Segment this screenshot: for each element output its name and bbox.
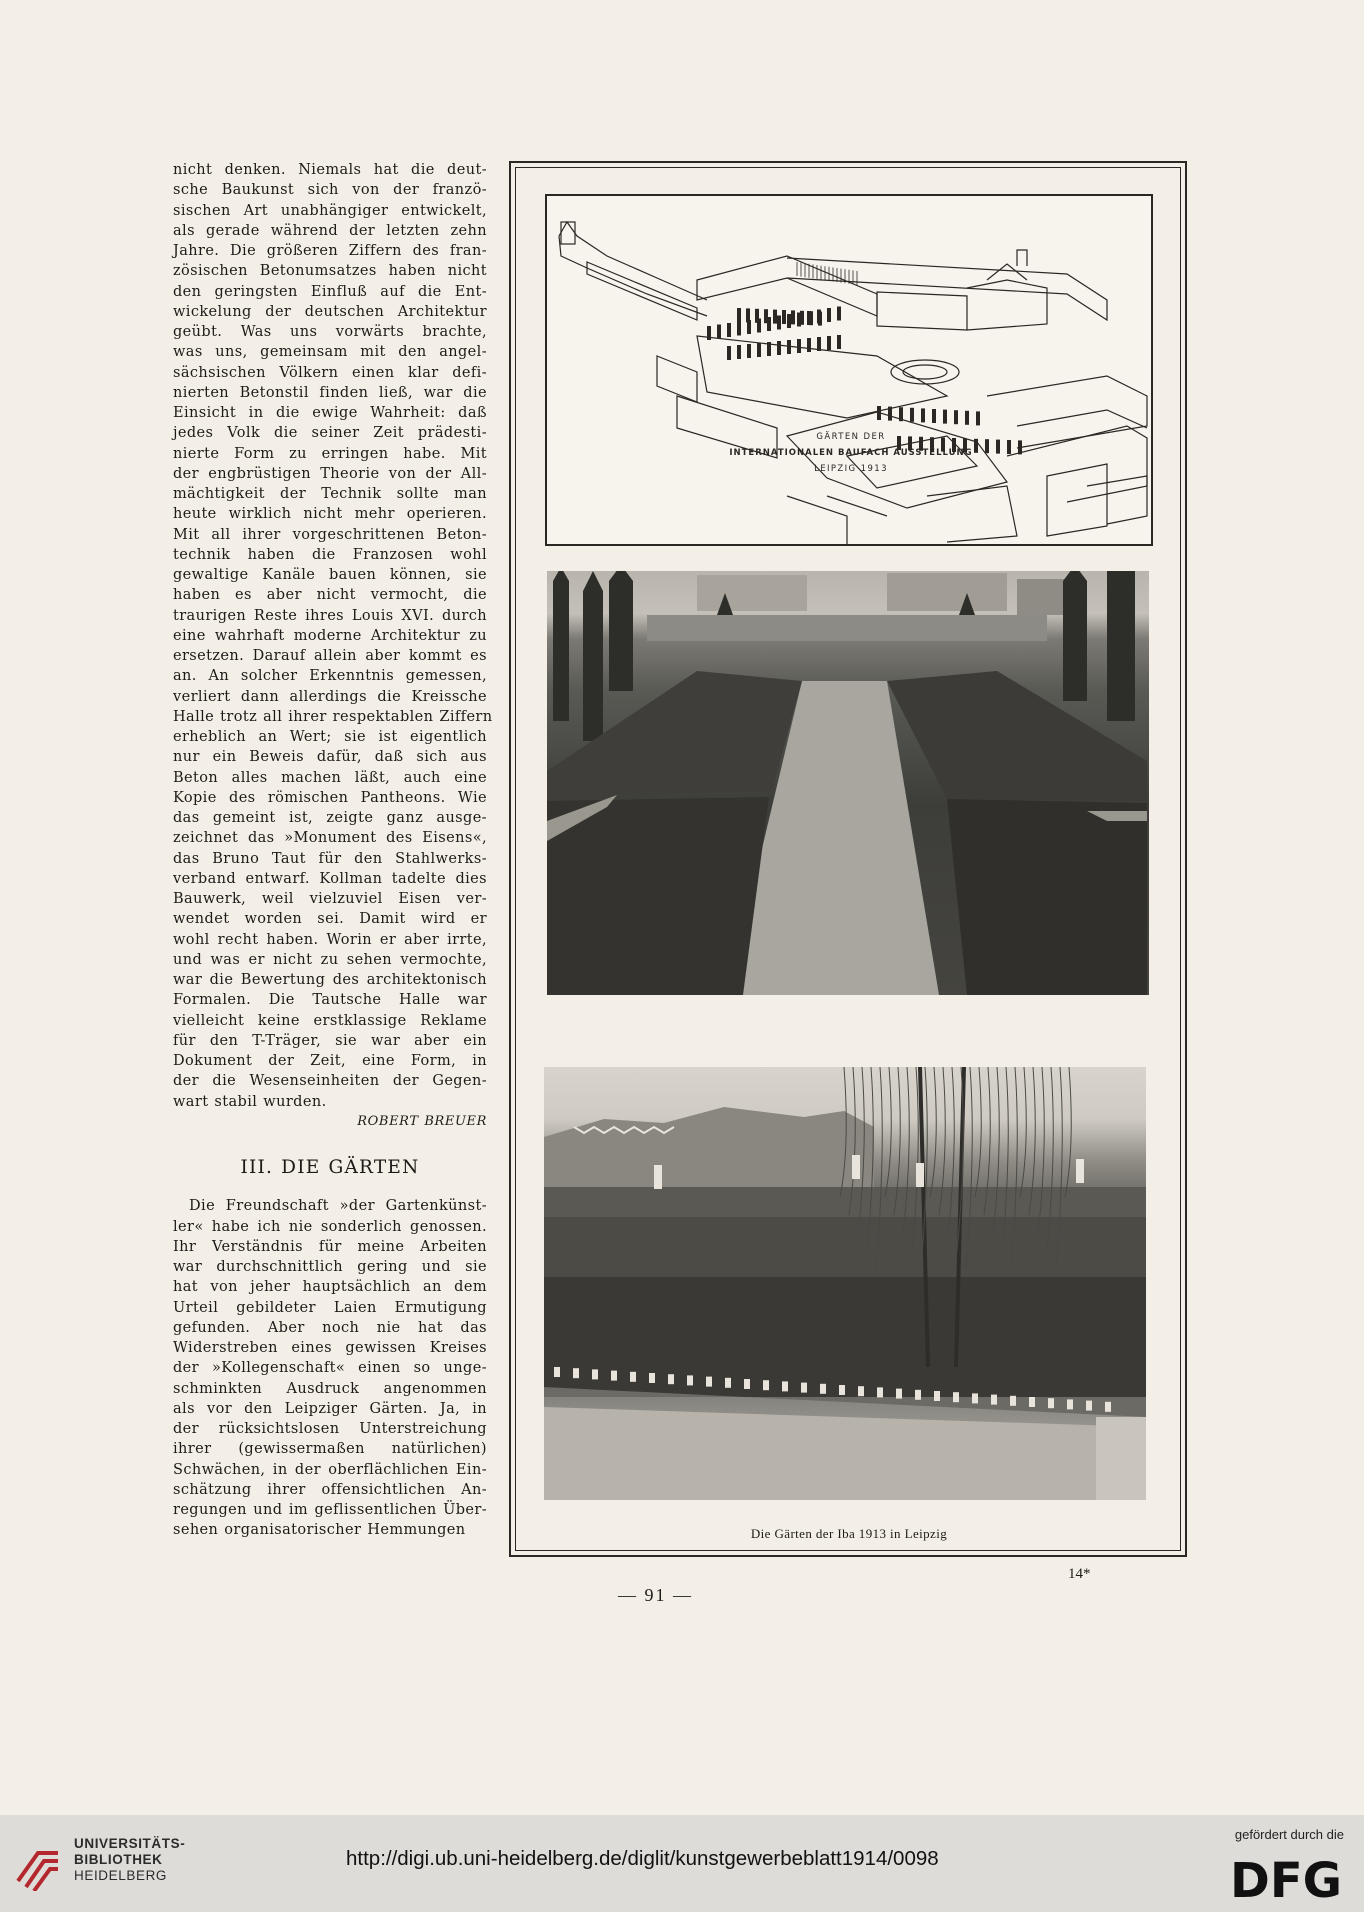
library-name-line2: BIBLIOTHEK: [74, 1852, 163, 1867]
text-line: war durchschnittlich gering und sie: [173, 1259, 487, 1275]
figure-caption: Die Gärten der Iba 1913 in Leipzig: [750, 1526, 948, 1541]
library-name-line1: UNIVERSITÄTS-: [74, 1836, 186, 1851]
text-line: an. An solcher Erkenntnis gemessen,: [173, 668, 487, 685]
garden-photo-path: [547, 571, 1149, 995]
text-line: der engbrüstigen Theorie von der All-: [173, 465, 487, 482]
text-line: regungen und im geflissentlichen Über-: [173, 1502, 487, 1518]
text-line: geübt. Was uns vorwärts brachte,: [173, 324, 487, 340]
text-line: der die Wesenseinheiten der Gegen-: [173, 1073, 487, 1090]
footer-bar: [0, 1815, 1364, 1912]
text-line: ihrer (gewissermaßen natürlichen): [173, 1441, 487, 1458]
text-line: das gemeint ist, zeigte ganz ausge-: [173, 810, 487, 826]
plan-sketch: [547, 196, 1151, 544]
library-name-line3: HEIDELBERG: [74, 1868, 168, 1883]
text-line: Die Freundschaft »der Gartenkünst-: [189, 1198, 487, 1215]
text-line: technik haben die Franzosen wohl: [173, 546, 487, 563]
text-line: wendet worden sei. Damit wird er: [173, 911, 487, 928]
text-line: zeichnet das »Monument des Eisens«,: [173, 830, 487, 847]
section-heading: III. DIE GÄRTEN: [240, 1157, 420, 1178]
text-line: nierten Betonstil finden ließ, war die: [173, 384, 487, 401]
text-line: zösischen Betonumsatzes haben nicht: [173, 263, 487, 280]
text-line: nierte Form zu erringen habe. Mit: [173, 445, 487, 462]
text-line: wickelung der deutschen Architektur: [173, 303, 487, 320]
text-line: nicht denken. Niemals hat die deut-: [173, 162, 487, 178]
text-line: wart stabil wurden.: [173, 1093, 327, 1110]
permalink-url[interactable]: http://digi.ub.uni-heidelberg.de/diglit/kunstgewerbeblatt1914/0098: [346, 1847, 939, 1870]
article-text-column: [173, 160, 493, 1541]
library-name: [74, 1836, 185, 1884]
text-line: Beton alles machen läßt, auch eine: [173, 769, 487, 786]
author-signature: ROBERT BREUER: [357, 1113, 487, 1129]
text-line: Jahre. Die größeren Ziffern des fran-: [173, 243, 487, 259]
text-line: ler« habe ich nie sonderlich genossen.: [173, 1218, 487, 1235]
text-line: ersetzen. Darauf allein aber kommt es: [173, 648, 487, 664]
exhibition-plan-drawing: [545, 194, 1153, 546]
text-line: vielleicht keine erstklassige Reklame: [173, 1012, 487, 1029]
text-line: wohl recht haben. Worin er aber irrte,: [173, 931, 487, 948]
university-library-logo: [14, 1831, 62, 1891]
funding-note: gefördert durch die: [1234, 1827, 1344, 1842]
plan-caption-exhibition: INTERNATIONALEN BAUFACH AUSSTELLUNG: [729, 448, 973, 458]
page-number: — 91 —: [618, 1585, 693, 1605]
text-line: Bauwerk, weil vielzuviel Eisen ver-: [173, 891, 487, 907]
text-line: sehen organisatorischer Hemmungen: [173, 1522, 466, 1539]
text-line: schminkten Ausdruck angenommen: [173, 1380, 487, 1397]
text-line: nur ein Beweis dafür, daß sich aus: [173, 749, 487, 766]
text-line: traurigen Reste ihres Louis XVI. durch: [173, 607, 487, 624]
text-line: heute wirklich nicht mehr operieren.: [173, 506, 487, 523]
article-part1: [173, 160, 493, 1112]
text-line: haben es aber nicht vermocht, die: [173, 587, 487, 604]
text-line: der »Kollegenschaft« einen so unge-: [173, 1360, 487, 1377]
text-line: der rücksichtslosen Unterstreichung: [173, 1421, 487, 1437]
text-line: sächsischen Völkern einen klar defi-: [173, 364, 487, 381]
text-line: erheblich an Wert; sie ist eigentlich: [173, 729, 487, 745]
text-line: verliert dann allerdings die Kreissche: [173, 688, 487, 705]
text-line: Einsicht in die ewige Wahrheit: daß: [173, 405, 487, 421]
text-line: mächtigkeit der Technik sollte man: [173, 486, 487, 502]
signature-mark: 14*: [1068, 1566, 1091, 1582]
dfg-logo: [1226, 1855, 1342, 1901]
text-line: für den T-Träger, sie war aber ein: [173, 1032, 487, 1049]
text-line: Mit all ihrer vorgeschrittenen Beton-: [173, 526, 487, 543]
garden-photo-beds: [544, 1067, 1146, 1500]
text-line: gefunden. Aber noch nie hat das: [173, 1319, 487, 1336]
text-line: als vor den Leipziger Gärten. Ja, in: [173, 1400, 487, 1417]
text-line: den geringsten Einfluß auf die Ent-: [173, 283, 487, 300]
text-line: Urteil gebildeter Laien Ermutigung: [173, 1299, 487, 1316]
text-line: gewaltige Kanäle bauen können, sie: [173, 567, 487, 583]
article-part2: [173, 1196, 487, 1540]
text-line: schätzung ihrer offensichtlichen An-: [173, 1481, 487, 1498]
text-line: sche Baukunst sich von der franzö-: [173, 182, 487, 199]
text-line: das Bruno Taut für den Stahlwerks-: [173, 850, 487, 867]
text-line: als gerade während der letzten zehn: [173, 222, 487, 239]
text-line: jedes Volk die seiner Zeit prädesti-: [173, 425, 487, 442]
text-line: was uns, gemeinsam mit den angel-: [173, 344, 487, 361]
text-line: Formalen. Die Tautsche Halle war: [173, 992, 487, 1009]
text-line: Halle trotz all ihrer respektablen Ziffern: [173, 708, 493, 725]
text-line: und was er nicht zu sehen vermochte,: [173, 951, 487, 968]
text-line: Ihr Verständnis für meine Arbeiten: [173, 1238, 487, 1255]
plan-caption-place: LEIPZIG 1913: [814, 464, 888, 474]
text-line: eine wahrhaft moderne Architektur zu: [173, 627, 487, 644]
text-line: Kopie des römischen Pantheons. Wie: [173, 789, 487, 806]
text-line: Schwächen, in der oberflächlichen Ein-: [173, 1461, 487, 1478]
text-line: Dokument der Zeit, eine Form, in: [173, 1053, 487, 1069]
dfg-logo-text: DFG: [1229, 1855, 1342, 1901]
plan-caption-title: GÄRTEN DER: [816, 432, 886, 442]
text-line: verband entwarf. Kollman tadelte dies: [173, 870, 487, 887]
text-line: war die Bewertung des architektonisch: [173, 972, 487, 988]
text-line: Widerstreben eines gewissen Kreises: [173, 1340, 487, 1356]
text-line: sischen Art unabhängiger entwickelt,: [173, 202, 487, 219]
text-line: hat von jeher hauptsächlich an dem: [173, 1279, 487, 1296]
